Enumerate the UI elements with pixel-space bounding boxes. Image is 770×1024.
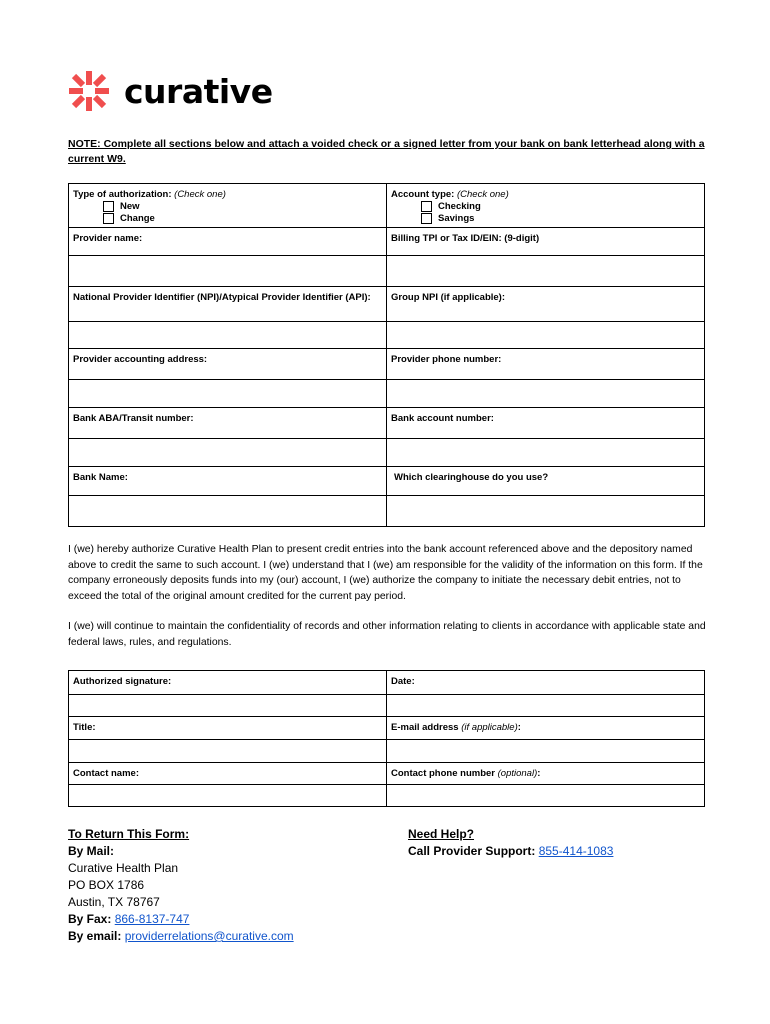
bank-name-label: Bank Name: bbox=[69, 467, 387, 496]
clearinghouse-label: Which clearinghouse do you use? bbox=[387, 467, 705, 496]
logo-text: curative bbox=[124, 71, 273, 111]
confidentiality-paragraph: I (we) will continue to maintain the confidentiality of records and other information relating to clients in accordance with applicable state and federal laws, rules, and regulations. bbox=[68, 621, 706, 648]
contact-phone-colon: : bbox=[537, 768, 541, 779]
fax-label: By Fax: bbox=[68, 912, 112, 926]
bank-aba-label: Bank ABA/Transit number: bbox=[69, 408, 387, 439]
new-checkbox[interactable] bbox=[103, 201, 114, 212]
phone-number-label: Provider phone number: bbox=[387, 349, 705, 380]
accounting-address-field[interactable] bbox=[69, 380, 387, 408]
account-type-cell bbox=[387, 184, 705, 228]
authorization-paragraph: I (we) hereby authorize Curative Health Plan to present credit entries into the bank account referenced above and the depository named above to credit the same to such account. I (we) understand that I (we) am responsible for the validity of the information on this form. If the company erroneously deposits funds into my (our) account, I (we) authorize the company to initiate the necessary debit entries, not to exceed the total of the original amount credited for the current pay period. bbox=[68, 544, 703, 602]
provider-name-label: Provider name: bbox=[69, 228, 387, 256]
savings-checkbox[interactable] bbox=[421, 213, 432, 224]
email-link[interactable]: providerrelations@curative.com bbox=[124, 929, 294, 943]
account-type-label: Account type: bbox=[391, 189, 455, 200]
contact-name-label: Contact name: bbox=[69, 763, 387, 785]
phone-number-field[interactable] bbox=[387, 380, 705, 408]
contact-phone-cell bbox=[387, 763, 705, 785]
checking-checkbox[interactable] bbox=[421, 201, 432, 212]
title-field[interactable] bbox=[69, 740, 387, 763]
accounting-address-label: Provider accounting address: bbox=[69, 349, 387, 380]
bank-aba-field[interactable] bbox=[69, 439, 387, 467]
signature-table bbox=[68, 670, 705, 807]
provider-info-table bbox=[68, 183, 705, 527]
account-type-hint: (Check one) bbox=[456, 189, 509, 200]
contact-name-field[interactable] bbox=[69, 785, 387, 807]
billing-tpi-label: Billing TPI or Tax ID/EIN: (9-digit) bbox=[387, 228, 705, 256]
date-field[interactable] bbox=[387, 695, 705, 717]
title-label: Title: bbox=[69, 717, 387, 740]
email-cell bbox=[387, 717, 705, 740]
help-heading: Need Help? bbox=[408, 827, 475, 841]
bank-account-field[interactable] bbox=[387, 439, 705, 467]
email-hint: (if applicable) bbox=[461, 722, 518, 733]
checking-label: Checking bbox=[438, 201, 481, 212]
change-label: Change bbox=[120, 213, 155, 224]
help-section bbox=[408, 826, 613, 860]
authorization-type-cell bbox=[69, 184, 387, 228]
return-heading: To Return This Form: bbox=[68, 827, 190, 841]
group-npi-field[interactable] bbox=[387, 322, 705, 349]
contact-phone-field[interactable] bbox=[387, 785, 705, 807]
by-mail-label: By Mail: bbox=[68, 844, 115, 858]
bank-account-label: Bank account number: bbox=[387, 408, 705, 439]
billing-tpi-field[interactable] bbox=[387, 256, 705, 287]
mail-address-line: Curative Health Plan bbox=[68, 861, 179, 875]
return-form-section bbox=[68, 826, 294, 945]
contact-phone-label: Contact phone number bbox=[391, 768, 495, 779]
mail-address-line: Austin, TX 78767 bbox=[68, 895, 160, 909]
curative-logo bbox=[68, 70, 273, 112]
fax-link[interactable]: 866-8137-747 bbox=[114, 912, 190, 926]
provider-name-field[interactable] bbox=[69, 256, 387, 287]
signature-field[interactable] bbox=[69, 695, 387, 717]
change-checkbox[interactable] bbox=[103, 213, 114, 224]
auth-type-label: Type of authorization: bbox=[73, 189, 172, 200]
group-npi-label: Group NPI (if applicable): bbox=[387, 287, 705, 322]
asterisk-logo-icon bbox=[68, 70, 110, 112]
date-label: Date: bbox=[387, 671, 705, 695]
npi-field[interactable] bbox=[69, 322, 387, 349]
support-label: Call Provider Support: bbox=[408, 844, 536, 858]
support-phone-link[interactable]: 855-414-1083 bbox=[538, 844, 614, 858]
npi-label: National Provider Identifier (NPI)/Atypical Provider Identifier (API): bbox=[69, 287, 387, 322]
email-field[interactable] bbox=[387, 740, 705, 763]
savings-label: Savings bbox=[438, 213, 475, 224]
auth-type-hint: (Check one) bbox=[174, 189, 226, 200]
clearinghouse-field[interactable] bbox=[387, 496, 705, 527]
new-label: New bbox=[120, 201, 140, 212]
email-label: E-mail address bbox=[391, 722, 459, 733]
email-contact-label: By email: bbox=[68, 929, 122, 943]
contact-phone-hint: (optional) bbox=[497, 768, 538, 779]
note-text: NOTE: Complete all sections below and attach a voided check or a signed letter from your bank on bank letterhead along with a current W9. bbox=[68, 138, 705, 165]
bank-name-field[interactable] bbox=[69, 496, 387, 527]
signature-label: Authorized signature: bbox=[69, 671, 387, 695]
mail-address-line: PO BOX 1786 bbox=[68, 878, 145, 892]
email-colon: : bbox=[517, 722, 521, 733]
